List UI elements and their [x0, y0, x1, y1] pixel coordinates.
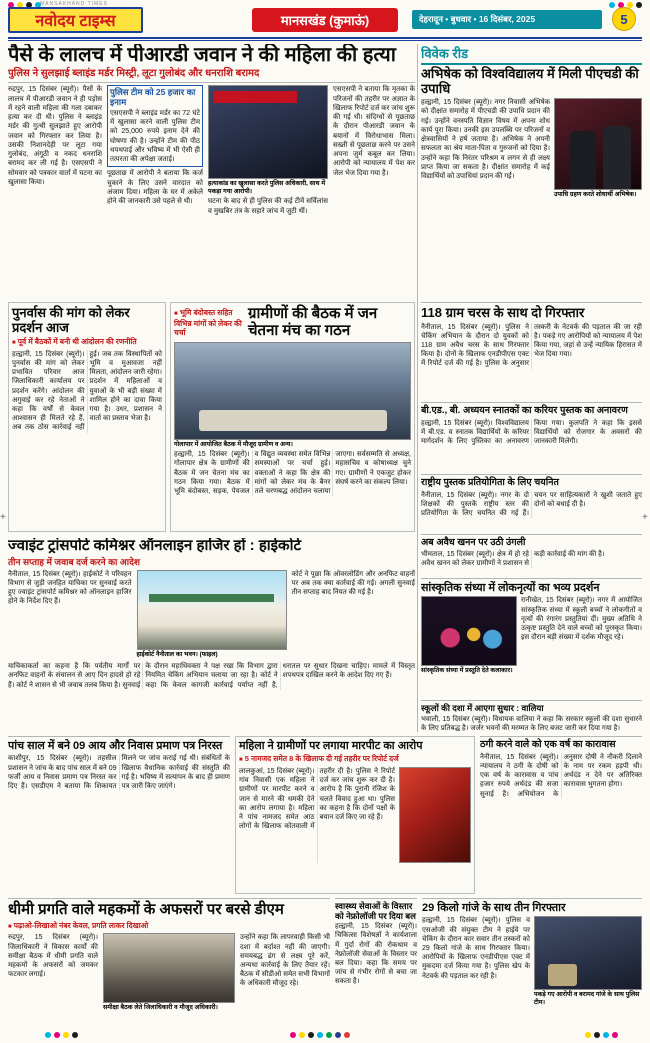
paanch-headline: पांच साल में बने 09 आय और निवास प्रमाण पत्र निरस्त	[8, 740, 223, 752]
charas-headline: 118 ग्राम चरस के साथ दो गिरफ्तार	[421, 305, 585, 320]
paper-name-english: MANSAKHAND TIMES	[40, 1, 108, 7]
bullet-square-icon: ■	[174, 311, 178, 317]
main-body-col4: एसएसपी ने बताया कि मृतका के परिजनों की तहरीर पर अज्ञात के खिलाफ रिपोर्ट दर्ज कर जांच शुरू की गई थी। संदिग्धों से पूछताछ के दौरान पीआरडी जवान के बयानों में विरोधाभास मिला। सख्ती से पूछताछ करने पर उसने अपना जुर्म कबूल कर लिया। आरोपी को न्यायालय में पेश कर जेल भेज दिया गया है।	[333, 86, 415, 177]
reward-box-title: पुलिस टीम को 25 हजार का इनाम	[110, 87, 196, 108]
punarwas-bullet: पूर्व में बैठकों में बनी थी आंदोलन की रणनीति	[17, 337, 137, 347]
phd-photo	[554, 98, 642, 190]
masthead-rule	[8, 37, 642, 41]
article-punarwas	[8, 302, 166, 532]
gramin-caption: गोलापार में आयोजित बैठक में मौजूद ग्रामीण व अन्य।	[174, 440, 293, 448]
article-pustak	[421, 474, 642, 530]
karavas-headline: ठगी करने वाले को एक वर्ष का कारावास	[480, 739, 616, 750]
pustak-body: नैनीताल, 15 दिसंबर (ब्यूरो)। नगर के दो शिक्षकों की पुस्तकें राष्ट्रीय स्तर की प्रतियोगिता के लिए चयनित की गई हैं। चयन पर साहित्यकारों ने खुशी जताते हुए दोनों को बधाई दी है।	[421, 491, 642, 518]
awadh-body: भीमताल, 15 दिसंबर (ब्यूरो)। क्षेत्र में हो रहे अवैध खनन को लेकर ग्रामीणों ने प्रशासन से कड़ी कार्रवाई की मांग की है।	[421, 550, 605, 567]
bullet-square-icon: ■	[12, 340, 16, 347]
sanskritik-body: रानीखेत, 15 दिसंबर (ब्यूरो)। नगर में आयोजित सांस्कृतिक संध्या में स्कूली बच्चों ने लोकगीतों व नृत्यों की रंगारंग प्रस्तुतियां दीं। मुख्य अतिथि ने उत्कृष्ट प्रस्तुति देने वाले बच्चों को पुरस्कृत किया। इस दौरान बड़ी संख्या में दर्शक मौजूद रहे।	[521, 597, 642, 642]
transport-headline: ज्वाइंट ट्रांसपोर्ट कमिश्नर ऑनलाइन हाजिर हों : हाईकोर्ट	[8, 538, 302, 554]
nephro-headline: स्वास्थ्य सेवाओं के विस्तार को नेफ्रोलॉजी पर दिया बल	[335, 901, 416, 921]
school-headline: स्कूलों की दशा में आएगा सुधार : वालिया	[421, 703, 544, 713]
paper-logo: नवोदय टाइम्स	[8, 7, 143, 33]
sanskritik-headline: सांस्कृतिक संध्या में लोकनृत्यों का भव्य प्रदर्शन	[421, 582, 600, 594]
article-ganja	[422, 898, 642, 1030]
mahila-bullet: 5 नामजद समेत 8 के खिलाफ दी गई तहरीर पर रिपोर्ट दर्ज	[244, 754, 399, 764]
article-awadh	[421, 534, 642, 574]
dm-meeting-photo	[103, 933, 235, 1003]
paanch-body: काशीपुर, 15 दिसंबर (ब्यूरो)। तहसील प्रशासन ने जांच के बाद पांच साल में बने 09 फर्जी आय व निवास प्रमाण पत्र निरस्त कर दिए हैं। एसडीएम ने बताया कि शिकायत मिलने पर जांच कराई गई थी। संबंधितों के खिलाफ वैधानिक कार्रवाई की संस्तुति की गई है। भविष्य में सत्यापन के बाद ही प्रमाण पत्र जारी किए जाएंगे।	[8, 755, 230, 791]
awadh-headline: अब अवैध खनन पर उठी उंगली	[421, 537, 526, 548]
bullet-square-icon: ■	[8, 923, 12, 930]
red-banner	[214, 91, 297, 103]
transport-body-right: कोर्ट ने पूछा कि ओवरलोडिंग और अनफिट वाहनों पर अब तक क्या कार्रवाई की गई। अगली सुनवाई तीन सप्ताह बाद नियत की गई है।	[291, 570, 415, 597]
gramin-headline: ग्रामीणों की बैठक में जन चेतना मंच का गठन	[248, 305, 378, 339]
nephro-body: हल्द्वानी, 15 दिसंबर (ब्यूरो)। चिकित्सा विशेषज्ञों ने कार्यशाला में गुर्दा रोगों की रोकथाम व नेफ्रोलॉजी सेवाओं के विस्तार पर बल दिया। कहा कि समय पर जांच से गंभीर रोगों से बचा जा सकता है।	[335, 923, 417, 986]
article-transport	[8, 538, 415, 732]
section-vivek-road: विवेक रीड	[421, 44, 642, 65]
article-gramin	[170, 302, 415, 532]
phd-headline: अभिषेक को विश्वविद्यालय में मिली पीएचडी की उपाधि	[421, 66, 639, 96]
column-rule	[417, 44, 418, 732]
phd-caption: उपाधि ग्रहण करते शोधार्थी अभिषेक।	[554, 191, 637, 199]
registration-dots-bottom-right	[585, 1032, 618, 1038]
dm-headline: धीमी प्रगति वाले महकमों के अफसरों पर बरसे डीएम	[8, 901, 284, 918]
article-charas	[421, 302, 642, 398]
punarwas-headline: पुनर्वास की मांग को लेकर प्रदर्शन आज	[12, 305, 130, 335]
registration-dots-bottom-left	[45, 1032, 78, 1038]
pustak-headline: राष्ट्रीय पुस्तक प्रतियोगिता के लिए चयनित	[421, 477, 559, 488]
mahila-headline: महिला ने ग्रामीणों पर लगाया मारपीट का आरोप	[239, 740, 423, 752]
article-main-murder	[8, 44, 415, 298]
court-roof	[149, 594, 273, 602]
ganja-caption: पकड़े गए आरोपी व बरामद गांजे के साथ पुलिस टीम।	[534, 991, 640, 1006]
date-line: देहरादून • बुधवार • 16 दिसंबर, 2025	[412, 10, 602, 29]
main-photo-caption: हत्याकांड का खुलासा करते पुलिस अधिकारी, साथ में पकड़ा गया आरोपी।	[208, 180, 326, 195]
divider	[8, 82, 415, 83]
gramin-body: हल्द्वानी, 15 दिसंबर (ब्यूरो)। गोलापार क्षेत्र के ग्रामीणों की बैठक में जन चेतना मंच का गठन किया गया। बैठक में भूमि बंदोबस्त, सड़क, पेयजल व विद्युत व्यवस्था समेत विभिन्न समस्याओं पर चर्चा हुई। वक्ताओं ने कहा कि क्षेत्र की मांगों को लेकर मंच के बैनर तले चरणबद्ध आंदोलन चलाया जाएगा। सर्वसम्मति से अध्यक्ष, महासचिव व कोषाध्यक्ष चुने गए। ग्रामीणों ने एकजुट होकर संघर्ष करने का संकल्प लिया।	[174, 451, 411, 496]
highcourt-caption: हाईकोर्ट नैनीताल का भवन। (फाइल)	[136, 650, 218, 658]
transport-subhead: तीन सप्ताह में जवाब दर्ज करने का आदेश	[8, 556, 140, 567]
dance-caption: सांस्कृतिक संध्या में प्रस्तुति देते कलाकार।	[421, 667, 513, 675]
main-body-col3: घटना के बाद से ही पुलिस की कई टीमें सर्विलांस व मुखबिर तंत्र के सहारे जांच में जुटी थीं।	[208, 198, 328, 215]
ganja-body: हल्द्वानी, 15 दिसंबर (ब्यूरो)। पुलिस व एसओजी की संयुक्त टीम ने हाईवे पर चेकिंग के दौरान कार सवार तीन तस्करों को 29 किलो गांजे के साथ गिरफ्तार किया। आरोपियों के खिलाफ एनडीपीएस एक्ट में मुकदमा दर्ज किया गया है। पुलिस खेप के नेटवर्क की पड़ताल कर रही है।	[422, 917, 530, 980]
main-story-photo	[208, 85, 328, 179]
bed-body: हल्द्वानी, 15 दिसंबर (ब्यूरो)। विश्वविद्यालय में बी.एड. व स्नातक विद्यार्थियों के करियर मार्गदर्शन के लिए पुस्तिका का अनावरण किया गया। कुलपति ने कहा कि इससे विद्यार्थियों को रोजगार के अवसरों की जानकारी मिलेगी।	[421, 419, 642, 446]
mahila-body: लालकुआं, 15 दिसंबर (ब्यूरो)। गांव निवासी एक महिला ने ग्रामीणों पर मारपीट करने व जान से मारने की धमकी देने का आरोप लगाया है। महिला ने पांच नामजद समेत आठ लोगों के खिलाफ कोतवाली में तहरीर दी है। पुलिस ने रिपोर्ट दर्ज कर जांच शुरू कर दी है। आरोप है कि पुरानी रंजिश के चलते विवाद हुआ था। पुलिस का कहना है कि दोनों पक्षों के बयान दर्ज किए जा रहे हैं।	[239, 767, 395, 831]
article-karavas	[480, 736, 642, 894]
graduate-figure	[570, 131, 596, 190]
charas-body: नैनीताल, 15 दिसंबर (ब्यूरो)। पुलिस ने चेकिंग अभियान के दौरान दो युवकों को 118 ग्राम अवैध चरस के साथ गिरफ्तार किया है। दोनों के खिलाफ एनडीपीएस एक्ट में रिपोर्ट दर्ज की गई है। पुलिस के अनुसार तस्करी के नेटवर्क की पड़ताल की जा रही है। पकड़े गए आरोपियों को न्यायालय में पेश किया गया, जहां से उन्हें न्यायिक हिरासत में भेज दिया गया।	[421, 323, 642, 368]
ganja-headline: 29 किलो गांजे के साथ तीन गिरफ्तार	[422, 902, 566, 914]
gramin-photo	[174, 342, 411, 440]
assault-illustration	[399, 767, 471, 863]
article-nephro	[335, 898, 417, 1030]
ganja-photo	[534, 916, 642, 990]
bed-headline: बी.एड., बी. अध्ययन स्नातकों का करियर पुस्तक का अनावरण	[421, 405, 628, 416]
transport-body-left: नैनीताल, 15 दिसंबर (ब्यूरो)। हाईकोर्ट ने परिवहन विभाग से जुड़ी जनहित याचिका पर सुनवाई करते हुए ज्वाइंट ट्रांसपोर्ट कमिश्नर को ऑनलाइन हाजिर होने के निर्देश दिए हैं।	[8, 570, 132, 606]
seized-sack	[548, 964, 578, 986]
article-sanskritik	[421, 578, 642, 696]
article-school	[421, 700, 642, 732]
dm-body-right: उन्होंने कहा कि लापरवाही किसी भी दशा में बर्दाश्त नहीं की जाएगी। समयबद्ध ढंग से लक्ष्य पूरे करें, अन्यथा कार्रवाई के लिए तैयार रहें। बैठक में सीडीओ समेत सभी विभागों के अधिकारी मौजूद रहे।	[240, 934, 330, 988]
dm-bullet: पढ़ाओ-लिखाओ नंबर केवल, प्रगति लाकर दिखाओ	[13, 920, 149, 930]
main-body-col2: पूछताछ में आरोपी ने बताया कि कर्ज चुकाने के लिए उसने वारदात को अंजाम दिया। महिला के घर में अकेले होने की जानकारी उसे पहले से थी।	[107, 170, 203, 206]
dance-photo	[421, 596, 517, 666]
article-dm	[8, 898, 330, 1030]
bullet-square-icon: ■	[239, 757, 243, 764]
registration-dots-bottom-center	[290, 1032, 350, 1038]
meeting-table	[199, 410, 387, 431]
school-body: भवाली, 15 दिसंबर (ब्यूरो)। विधायक वालिया ने कहा कि सरकार स्कूलों की दशा सुधारने के लिए प्रतिबद्ध है। जर्जर भवनों की मरम्मत के लिए बजट जारी कर दिया गया है।	[421, 715, 642, 732]
reward-box-body: एसएसपी ने ब्लाइंड मर्डर का 72 घंटे में खुलासा करने वाली पुलिस टीम को 25,000 रुपये इनाम देने की घोषणा की है। उन्होंने टीम की पीठ थपथपाई और भविष्य में भी ऐसी ही तत्परता की अपेक्षा जताई।	[110, 109, 200, 164]
gramin-bullet: भूमि बंदोबस्त सहित विभिन्न मांगों को लेकर की चर्चा	[174, 308, 242, 337]
dm-caption: समीक्षा बैठक लेते जिलाधिकारी व मौजूद अधिकारी।	[103, 1004, 218, 1012]
article-mahila	[235, 736, 475, 894]
dm-body-left: रुद्रपुर, 15 दिसंबर (ब्यूरो)। जिलाधिकारी ने विकास कार्यों की समीक्षा बैठक में धीमी प्रगति वाले महकमों के अफसरों को जमकर फटकार लगाई।	[8, 934, 98, 979]
graduate-figure-2	[603, 126, 631, 189]
phd-body: हल्द्वानी, 15 दिसंबर (ब्यूरो)। नगर निवासी अभिषेक को दीक्षांत समारोह में पीएचडी की उपाधि प्रदान की गई। उन्होंने वनस्पति विज्ञान विषय में अपना शोध कार्य पूरा किया। उनकी इस उपलब्धि पर परिजनों व क्षेत्रवासियों ने हर्ष जताया है। अभिषेक ने अपनी सफलता का श्रेय माता-पिता व गुरुजनों को दिया है। उन्होंने कहा कि निरंतर परिश्रम व लगन से ही लक्ष्य प्राप्त किया जा सकता है। दीक्षांत समारोह में कई विद्यार्थियों को उपाधियां प्रदान की गईं।	[421, 99, 550, 180]
highcourt-photo	[137, 570, 287, 650]
transport-body-bottom: याचिकाकर्ता का कहना है कि पर्वतीय मार्गों पर अनफिट वाहनों के संचालन से आए दिन हादसे हो रहे हैं। कोर्ट ने शासन से भी जवाब तलब किया है। सुनवाई के दौरान महाधिवक्ता ने पक्ष रखा कि विभाग द्वारा नियमित चेकिंग अभियान चलाया जा रहा है। कोर्ट ने कहा कि केवल कागजी कार्रवाई पर्याप्त नहीं है, धरातल पर सुधार दिखना चाहिए। मामले में विस्तृत शपथपत्र दाखिल करने के आदेश दिए गए हैं।	[8, 663, 415, 689]
article-phd	[421, 44, 642, 298]
karavas-body: नैनीताल, 15 दिसंबर (ब्यूरो)। न्यायालय ने ठगी के दोषी को एक वर्ष के कारावास व पांच हजार रुपये अर्थदंड की सजा सुनाई है। अभियोजन के अनुसार दोषी ने नौकरी दिलाने के नाम पर रकम हड़पी थी। अर्थदंड न देने पर अतिरिक्त कारावास भुगतना होगा।	[480, 753, 642, 798]
edition-name: मानसखंड (कुमाऊं)	[252, 8, 398, 32]
article-paanch	[8, 736, 230, 894]
crop-mark-right: +	[642, 512, 648, 523]
main-headline: पैसे के लालच में पीआरडी जवान ने की महिला की हत्या	[8, 44, 396, 66]
article-bed	[421, 402, 642, 470]
crop-mark-left: +	[0, 512, 6, 523]
main-subhead: पुलिस ने सुलझाई ब्लाइंड मर्डर मिस्ट्री, लूटा गुलोबंद और धनराशि बरामद	[8, 68, 260, 80]
punarwas-body: हल्द्वानी, 15 दिसंबर (ब्यूरो)। पुनर्वास की मांग को लेकर प्रभावित परिवार आज जिलाधिकारी कार्यालय पर प्रदर्शन करेंगे। आंदोलन की अगुवाई कर रहे नेताओं ने कहा कि वर्षों से केवल आश्वासन ही मिलते रहे हैं, अब तक ठोस कार्रवाई नहीं हुई। जब तक विस्थापितों को भूमि व मुआवजा नहीं मिलता, आंदोलन जारी रहेगा। प्रदर्शन में महिलाओं व युवाओं के भी बड़ी संख्या में शामिल होने का दावा किया गया है। उधर, प्रशासन ने वार्ता का प्रस्ताव भेजा है।	[12, 350, 162, 432]
page-number: 5	[612, 7, 636, 31]
main-body-col1: रुद्रपुर, 15 दिसंबर (ब्यूरो)। पैसों के लालच में पीआरडी जवान ने ही पड़ोस में रहने वाली महिला की गला दबाकर हत्या कर दी थी। पुलिस ने ब्लाइंड मर्डर की गुत्थी सुलझाते हुए आरोपी जवान को गिरफ्तार कर लिया है। उसकी निशानदेही पर लूटा गया गुलोबंद, अंगूठी व नकद धनराशि बरामद कर ली गई है। एसएसपी ने सोमवार को पत्रकार वार्ता में घटना का खुलासा किया।	[8, 86, 102, 186]
